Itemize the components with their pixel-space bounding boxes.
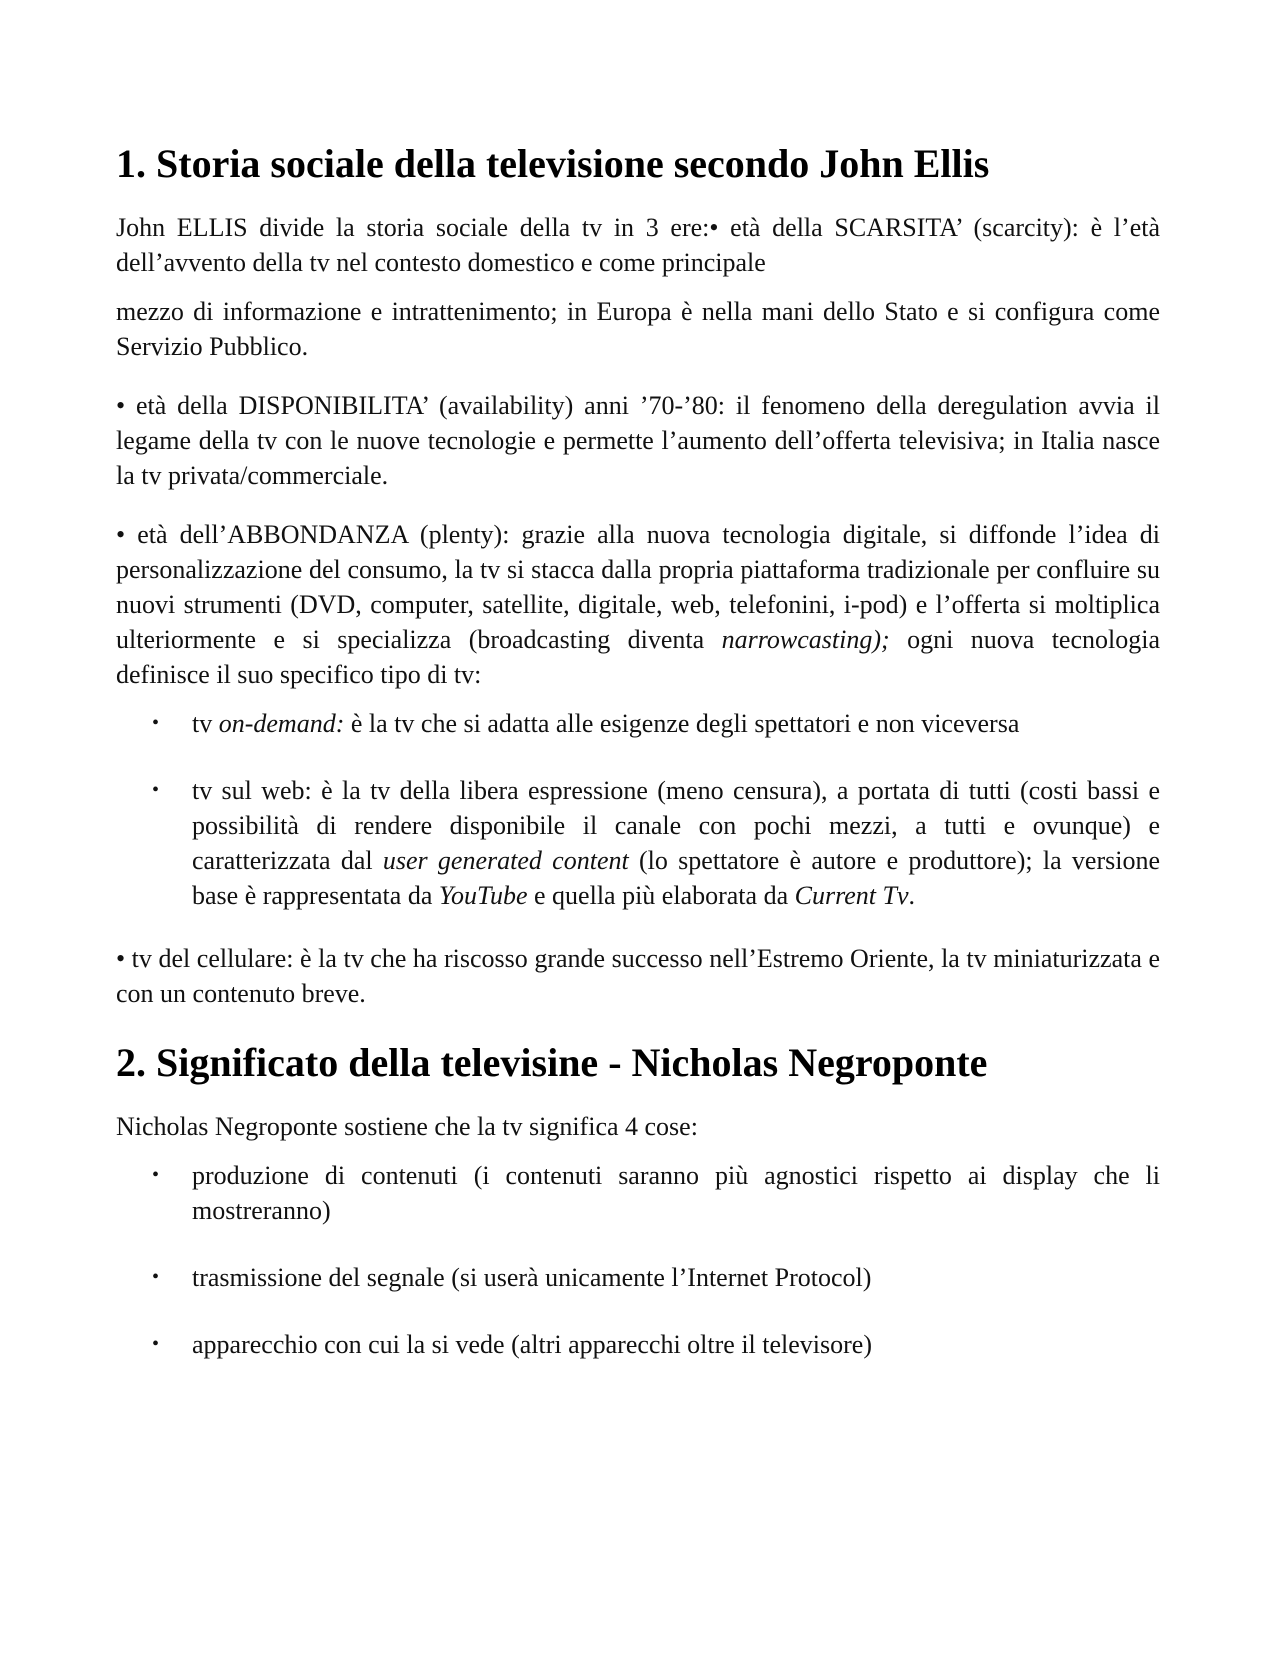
section-heading-ellis: 1. Storia sociale della televisione secondo John Ellis: [116, 141, 990, 186]
text-run: è la tv che si adatta alle esigenze degli spettatori e non viceversa: [344, 709, 1020, 738]
bullet-marker: •: [152, 779, 160, 801]
italic-term-narrowcasting: narrowcasting);: [721, 625, 890, 654]
paragraph-intro-ellis: John ELLIS divide la storia sociale della tv in 3 ere:• età della SCARSITA’ (scarcity): è l’età dell’avvento della tv nel contesto domestico e come principale: [116, 213, 1160, 277]
document-page: [116, 140, 1160, 1394]
list-item: [116, 1260, 1160, 1295]
italic-term-on-demand: on-demand:: [218, 709, 345, 738]
paragraph-availability: • età della DISPONIBILITA’ (availability) anni ’70-’80: il fenomeno della deregulation avvia il legame della tv con le nuove tecnologie e permette l’aumento dell’offerta televisiva; in Italia nasce la tv privata/commerciale.: [116, 391, 1160, 490]
text-run: tv sul web: è la tv della libera espressione (meno censura), a portata di tutti (costi bassi e possibilità di rendere disponibile il canale con pochi mezzi, a tutti e ovunque) e caratterizzata dal: [192, 776, 1160, 875]
bullet-marker: •: [152, 1164, 160, 1186]
text-run: (lo spettatore è autore e produttore); la versione base è rappresentata da: [192, 846, 1161, 910]
list-item-web-tv: [116, 773, 1160, 913]
section-heading-negroponte: 2. Significato della televisine - Nicholas Negroponte: [116, 1040, 988, 1085]
paragraph-plenty: [116, 517, 1160, 692]
paragraph-mobile-tv: • tv del cellulare: è la tv che ha riscosso grande successo nell’Estremo Oriente, la tv miniaturizzata e con un contenuto breve.: [116, 944, 1160, 1008]
paragraph-scarcity-continued: mezzo di informazione e intrattenimento; in Europa è nella mani dello Stato e si configura come Servizio Pubblico.: [116, 297, 1160, 361]
list-item-text: trasmissione del segnale (si userà unicamente l’Internet Protocol): [192, 1263, 872, 1292]
tv-types-list: [116, 706, 1160, 913]
italic-term-youtube: YouTube: [438, 881, 528, 910]
bullet-marker: •: [152, 1333, 160, 1355]
text-run: ogni nuova tecnologia definisce il suo specifico tipo di tv:: [116, 625, 1160, 689]
list-item: [116, 1327, 1160, 1362]
text-run: .: [908, 881, 916, 910]
list-item-on-demand: [116, 706, 1160, 741]
list-item-text: produzione di contenuti (i contenuti saranno più agnostici rispetto ai display che li mostreranno): [192, 1161, 1160, 1225]
tv-meanings-list: [116, 1158, 1160, 1362]
italic-term-ugc: user generated content: [382, 846, 629, 875]
text-run: tv: [192, 709, 219, 738]
italic-term-current-tv: Current Tv: [794, 881, 909, 910]
text-run: e quella più elaborata da: [527, 881, 795, 910]
bullet-marker: •: [152, 1266, 160, 1288]
list-item-text: apparecchio con cui la si vede (altri apparecchi oltre il televisore): [192, 1330, 872, 1359]
text-run: • età dell’ABBONDANZA (plenty): grazie alla nuova tecnologia digitale, si diffonde l’idea di personalizzazione del consumo, la tv si stacca dalla propria piattaforma tradizionale per confluire su nuovi strumenti (DVD, computer, satellite, digitale, web, telefonini, i-pod) e l’offerta si moltiplica ulteriormente e si specializza (broadcasting diventa: [116, 520, 1160, 654]
bullet-marker: •: [152, 712, 160, 734]
list-item: [116, 1158, 1160, 1228]
paragraph-intro-negroponte: Nicholas Negroponte sostiene che la tv significa 4 cose:: [116, 1112, 698, 1141]
